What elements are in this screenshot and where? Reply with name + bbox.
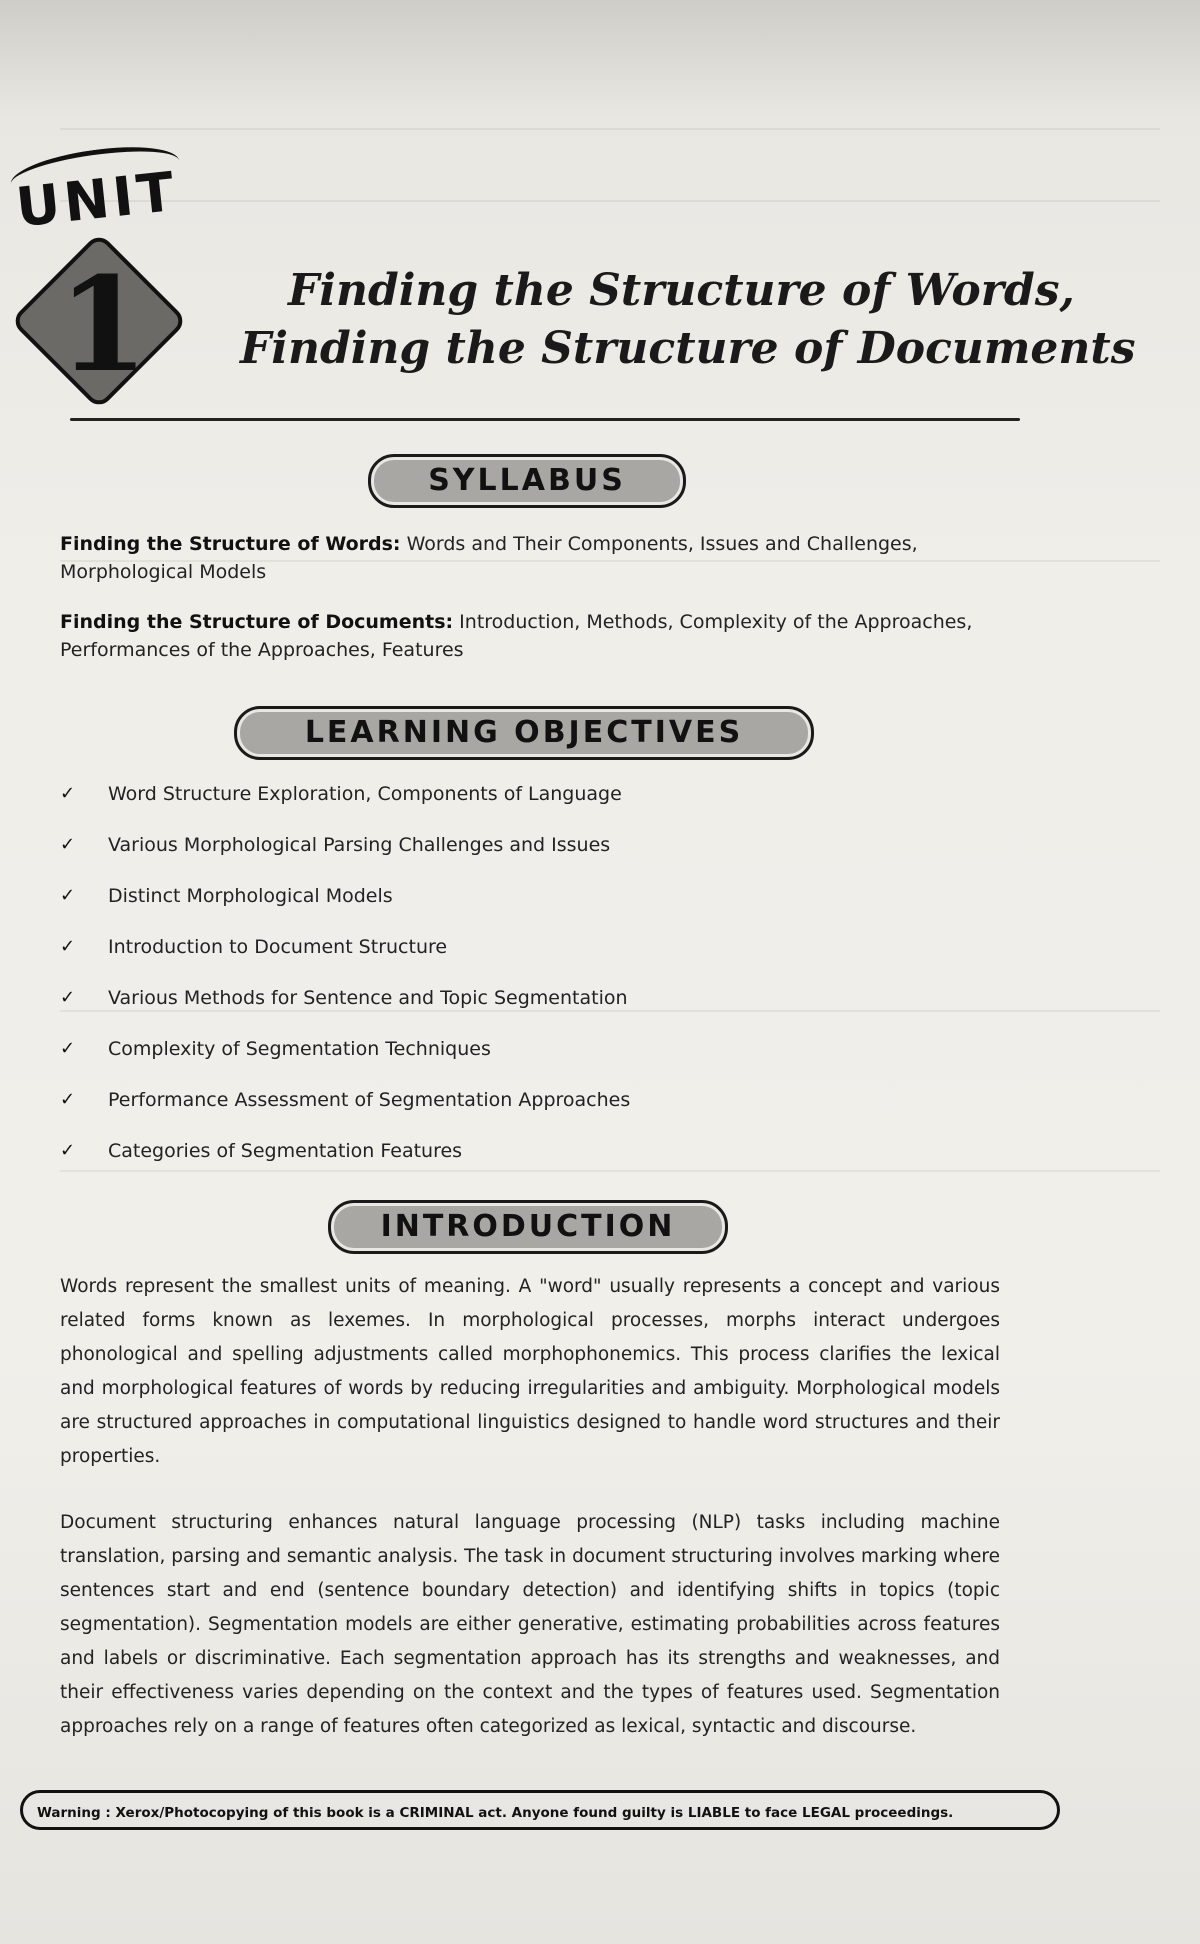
- unit-badge: [10, 150, 180, 450]
- syllabus-item-text: Words and Their Components, Issues and Challenges, Morphological Models: [60, 533, 918, 583]
- check-icon: ✓: [60, 936, 76, 957]
- list-item: ✓ Word Structure Exploration, Components of Language: [60, 780, 960, 831]
- check-icon: ✓: [60, 885, 76, 906]
- list-item: ✓ Complexity of Segmentation Techniques: [60, 1035, 960, 1086]
- syllabus-item-text: Introduction, Methods, Complexity of the Approaches, Performances of the Approaches, Features: [60, 611, 973, 661]
- introduction-heading: INTRODUCTION: [328, 1200, 728, 1254]
- bleed-through-line: [60, 128, 1160, 130]
- learning-objectives-heading: LEARNING OBJECTIVES: [234, 706, 814, 760]
- list-item: ✓ Introduction to Document Structure: [60, 933, 960, 984]
- title-underline: [70, 418, 1020, 421]
- list-item: ✓ Categories of Segmentation Features: [60, 1137, 960, 1188]
- check-icon: ✓: [60, 1140, 76, 1161]
- check-icon: ✓: [60, 1089, 76, 1110]
- introduction-paragraph-1: Words represent the smallest units of meaning. A "word" usually represents a concept and various related forms known as lexemes. In morphological processes, morphs interact undergoes phonological and spelling adjustments called morphophonemics. This process clarifies the lexical and morphological features of words by reducing irregularities and ambiguity. Morphological models are structured approaches in computational linguistics designed to handle word structures and their properties.: [60, 1276, 1000, 1467]
- check-icon: ✓: [60, 987, 76, 1008]
- syllabus-item-head: Finding the Structure of Words:: [60, 533, 401, 555]
- chapter-title-line-1: Finding the Structure of Words,: [288, 265, 1075, 316]
- copyright-warning: Warning : Xerox/Photocopying of this book is a CRIMINAL act. Anyone found guilty is LIABLE to face LEGAL proceedings.: [20, 1790, 1060, 1830]
- syllabus-item-head: Finding the Structure of Documents:: [60, 611, 454, 633]
- chapter-title: [240, 262, 1140, 378]
- chapter-title-line-2: Finding the Structure of Documents: [240, 323, 1136, 374]
- unit-number: 1: [58, 248, 149, 401]
- unit-label: UNIT: [13, 159, 181, 240]
- list-item: ✓ Distinct Morphological Models: [60, 882, 960, 933]
- list-item: ✓ Various Methods for Sentence and Topic Segmentation: [60, 984, 960, 1035]
- check-icon: ✓: [60, 1038, 76, 1059]
- syllabus-heading: SYLLABUS: [368, 454, 686, 508]
- syllabus-item-words: [60, 530, 1020, 586]
- check-icon: ✓: [60, 783, 76, 804]
- learning-objectives-list: [60, 780, 960, 1188]
- list-item: ✓ Various Morphological Parsing Challenges and Issues: [60, 831, 960, 882]
- syllabus-item-documents: [60, 608, 1020, 664]
- bleed-through-line: [60, 200, 1160, 202]
- list-item: ✓ Performance Assessment of Segmentation Approaches: [60, 1086, 960, 1137]
- introduction-paragraph-2: Document structuring enhances natural language processing (NLP) tasks including machine translation, parsing and semantic analysis. The task in document structuring involves marking where sentences start and end (sentence boundary detection) and identifying shifts in topics (topic segmentation). Segmentation models are either generative, estimating probabilities across features and labels or discriminative. Each segmentation approach has its strengths and weaknesses, and their effectiveness varies depending on the context and the types of features used. Segmentation approaches rely on a range of features often categorized as lexical, syntactic and discourse.: [60, 1512, 1000, 1737]
- check-icon: ✓: [60, 834, 76, 855]
